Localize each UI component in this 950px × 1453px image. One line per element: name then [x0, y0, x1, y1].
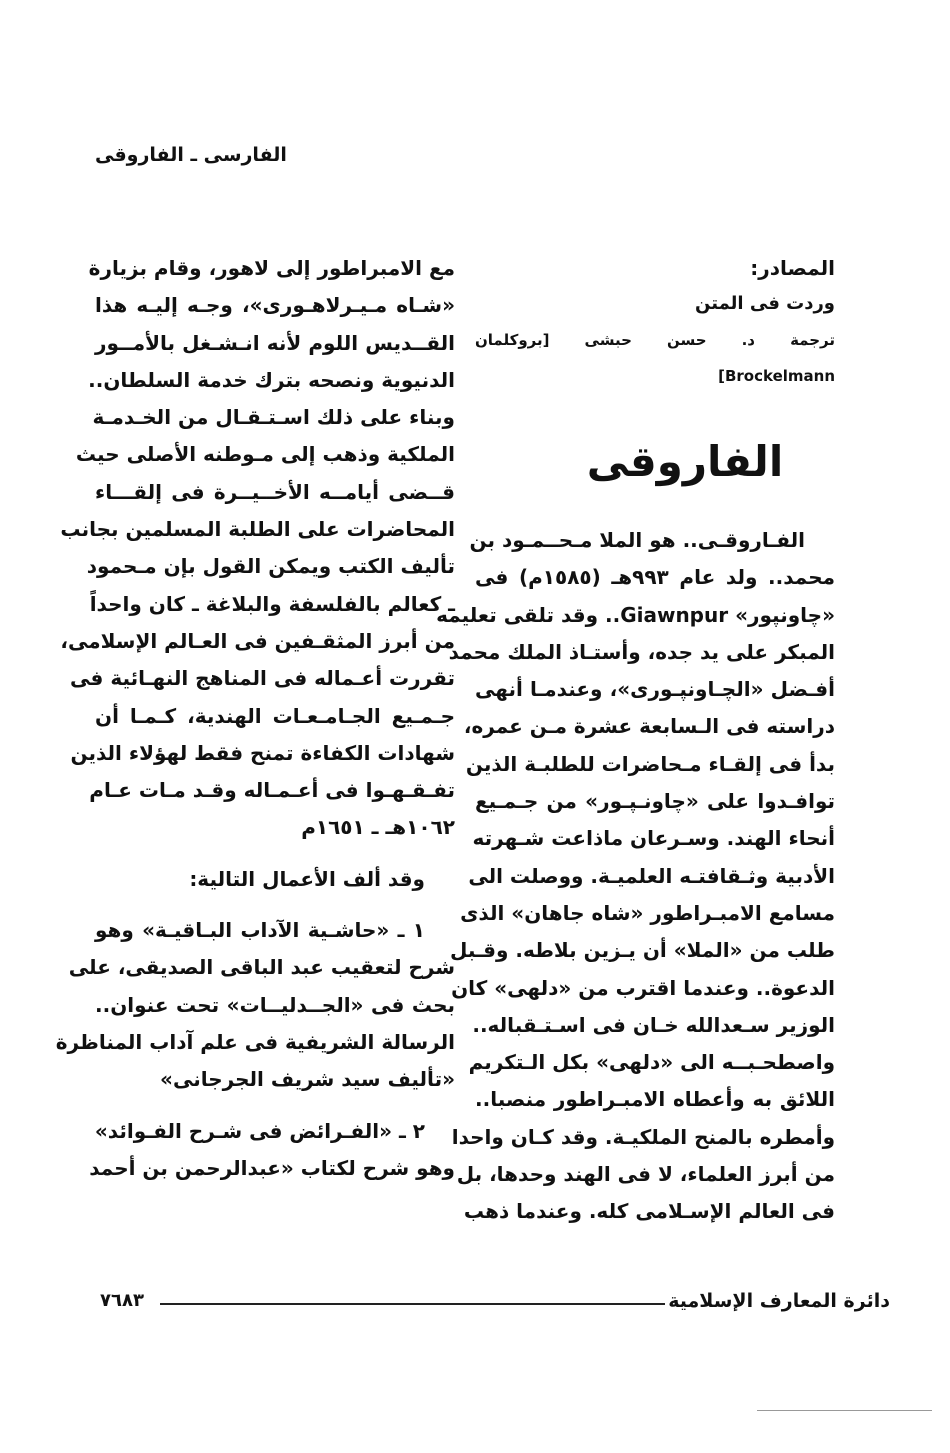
- text-line: ١٠٦٢هـ ـ ١٦٥١م: [301, 815, 455, 840]
- text-line: من أبرز العلماء، لا فى الهند وحدها، بل: [456, 1162, 835, 1187]
- text-line: طلب من «الملا» أن يـزين بلاطه. وقـبل: [450, 938, 835, 963]
- left-column: [55, 250, 455, 1187]
- text-line: اللائق به وأعطاه الامبـراطور منصبا..: [475, 1087, 835, 1112]
- text-line: ٢ ـ «الفـرائض فى شـرح الفـوائد»: [94, 1118, 425, 1143]
- text-line: ـ كعالم بالفلسفة والبلاغة ـ كان واحداً: [89, 591, 455, 616]
- text-line: فى العالم الإسـلامى كله. وعندما ذهب: [463, 1199, 835, 1224]
- text-line: توافـدوا على «چاونـپـور» من جـمـيع: [475, 789, 835, 814]
- text-line: شهادات الكفاءة تمنح فقط لهؤلاء الذين: [70, 740, 455, 765]
- text-line: المحاضرات على الطلبة المسلمين بجانب: [60, 517, 455, 542]
- text-line: القــديس اللوم لأنه انـشـغل بالأمــور: [95, 330, 455, 355]
- text-line: الفـاروقـى.. هو الملا مـحــمـود بن: [469, 528, 805, 552]
- text-line: شرح لتعقيب عبد الباقى الصديقى، على: [68, 955, 455, 980]
- article-title: الفاروقى: [586, 437, 784, 486]
- scan-edge-line: [757, 1410, 932, 1411]
- text-line: الدعوة.. وعندما اقترب من «دلهى» كان: [451, 975, 835, 1000]
- text-line: مسامع الامبـراطور «شاه جاهان» الذى: [460, 900, 835, 925]
- page-number: ٧٦٨٣: [100, 1290, 144, 1311]
- text-line: أفـضل «الچـاونپـورى»، وعندمـا أنهى: [475, 677, 835, 702]
- text-line: محمد.. ولد عام ٩٩٣هـ (١٥٨٥م) فى: [475, 565, 836, 590]
- text-line: الملكية وذهب إلى مـوطنه الأصلى حيث: [75, 442, 455, 467]
- right-column: [436, 250, 836, 1231]
- text-line: الرسالة الشريفية فى علم آداب المناظرة: [55, 1029, 455, 1054]
- text-line: واصطحـبــه الى «دلهى» بكل الـتكريم: [468, 1050, 835, 1075]
- text-line: وهو شرح لكتاب «عبدالرحمن بن أحمد: [89, 1155, 455, 1180]
- text-line: «شـاه مـيـرلاهـورى»، وجـه إليـه هذا: [95, 293, 455, 318]
- text-line: تقررت أعـماله فى المناهج النهـائية فى: [70, 666, 455, 691]
- text-line: جـمـيع الجـامـعـات الهندية، كـمـا أن: [95, 703, 455, 728]
- text-line: «تأليف سيد شريف الجرجانى»: [160, 1067, 455, 1092]
- publication-title: دائرة المعارف الإسلامية: [668, 1290, 890, 1312]
- paragraph-gap: [95, 847, 455, 861]
- sources-line: وردت فى المتن: [695, 293, 835, 314]
- text-line: الأدبية وثـقافتـه العلميـة. ووصلت الى: [468, 863, 835, 888]
- running-header: الفارسى ـ الفاروقى: [95, 144, 287, 166]
- text-line: وبناء على ذلك اسـتـقـال من الخـدمـة: [92, 405, 455, 430]
- paragraph-gap: [95, 1099, 455, 1113]
- sources-title: المصادر:: [750, 256, 835, 280]
- works-intro: وقد ألف الأعمال التالية:: [189, 866, 425, 891]
- page-footer: [100, 1290, 890, 1320]
- text-line: ١ ـ «حاشـية الآداب البـاقيـة» وهو: [95, 918, 425, 943]
- text-line: تأليف الكتب ويمكن القول بإن مـحمود: [86, 554, 455, 579]
- text-line: مع الامبراطور إلى لاهور، وقام بزيارة: [88, 256, 455, 280]
- text-line: الدنيوية ونصحه بترك خدمة السلطان..: [88, 367, 455, 392]
- sources-line: ترجمة د. حسن حبشى [بروكلمان Brockelmann]: [475, 331, 835, 385]
- article-body-right: [436, 522, 836, 1231]
- text-line: قــضى أيامــه الأخــيــرة فى إلقـــاء: [95, 479, 455, 504]
- paragraph-gap: [95, 898, 455, 912]
- text-line: بحث فى «الجــدليــات» تحت عنوان..: [95, 992, 455, 1017]
- text-line: تفـقـهـوا فى أعـمـاله وقـد مـات عـام: [89, 778, 455, 803]
- text-line: أنحاء الهند. وسـرعان ماذاعت شـهرته: [472, 826, 835, 851]
- text-line: الوزير سـعدالله خـان فى اسـتـقباله..: [472, 1012, 835, 1037]
- text-line: «چاونپور» Giawnpur.. وقد تلقى تعليمه: [436, 602, 835, 627]
- text-line: المبكر على يد جده، وأستـاذ الملك محمد: [448, 639, 835, 664]
- text-line: دراسته فى الـسابعة عشرة مـن عمره،: [463, 714, 835, 739]
- text-line: وأمطره بالمنح الملكيـة. وقد كـان واحدا: [451, 1124, 835, 1149]
- footer-rule: [160, 1303, 665, 1305]
- text-line: بدأ فى إلقـاء مـحاضرات للطلبـة الذين: [465, 751, 835, 776]
- text-line: من أبرز المثقـفين فى العـالم الإسلامى،: [60, 628, 455, 653]
